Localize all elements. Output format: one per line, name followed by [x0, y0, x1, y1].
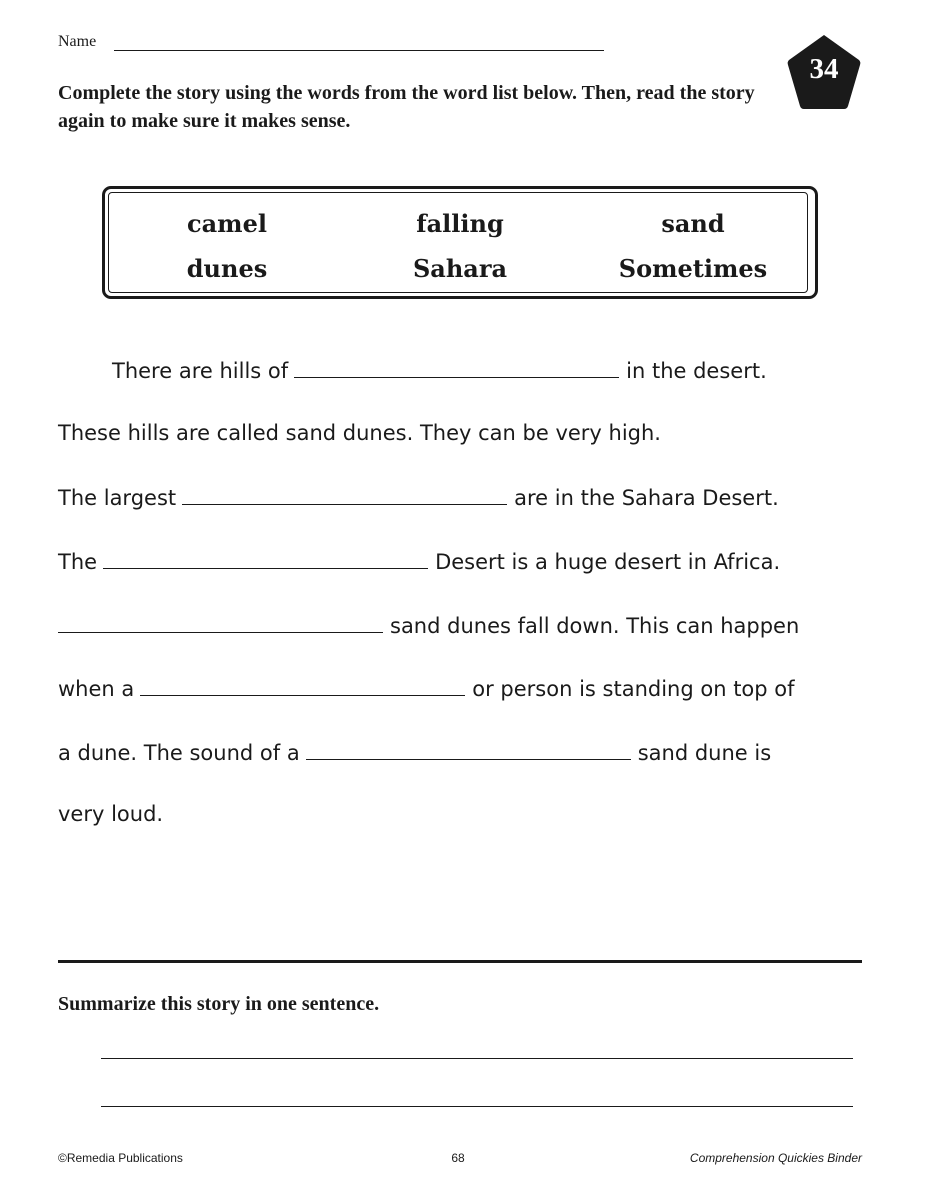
summary-prompt: Summarize this story in one sentence. [58, 993, 380, 1015]
footer-book-title: Comprehension Quickies Binder [689, 1151, 862, 1165]
story-line-6 [58, 673, 795, 703]
story-text: The largest [58, 486, 177, 510]
story-text: There are hills of [112, 359, 289, 383]
name-field[interactable] [114, 50, 604, 51]
story-text: when a [58, 677, 135, 701]
fill-in-blank[interactable] [182, 482, 507, 505]
story-text: a dune. The sound of a [58, 741, 300, 765]
fill-in-blank[interactable] [306, 737, 631, 760]
story-line-5 [58, 610, 799, 640]
story-line-4 [58, 546, 780, 576]
section-divider [58, 960, 862, 963]
story-text: very loud. [58, 802, 164, 826]
word-item: dunes [186, 254, 268, 283]
fill-in-blank[interactable] [140, 673, 465, 696]
name-label: Name [58, 33, 97, 50]
story-line-1 [112, 355, 767, 385]
story-line-2 [58, 419, 661, 447]
story-text: or person is standing on top of [472, 677, 795, 701]
fill-in-blank[interactable] [294, 355, 619, 378]
page-badge-number: 34 [809, 53, 839, 85]
footer-page-number: 68 [451, 1151, 465, 1165]
word-item: sand [661, 209, 725, 238]
story-text: Desert is a huge desert in Africa. [435, 550, 781, 574]
story-text: are in the Sahara Desert. [514, 486, 779, 510]
summary-answer-line[interactable] [101, 1106, 853, 1107]
fill-in-blank[interactable] [58, 610, 383, 633]
word-item: Sahara [412, 254, 508, 283]
story-text: These hills are called sand dunes. They can be very high. [58, 421, 661, 445]
story-text: sand dunes fall down. This can happen [390, 614, 800, 638]
word-item: Sometimes [618, 254, 768, 283]
word-item: camel [187, 209, 267, 238]
instructions: Complete the story using the words from the word list below. Then, read the story again to make sure it makes sense. [58, 82, 755, 132]
story-text: sand dune is [637, 741, 772, 765]
word-list-inner-border [108, 192, 808, 293]
footer-publisher: ©Remedia Publications [58, 1151, 183, 1165]
summary-answer-line[interactable] [101, 1058, 853, 1059]
story-line-3 [58, 482, 779, 512]
story-line-7 [58, 737, 771, 767]
story-text: The [58, 550, 98, 574]
story-text: in the desert. [626, 359, 767, 383]
fill-in-blank[interactable] [103, 546, 428, 569]
word-item: falling [416, 209, 504, 238]
story-line-8 [58, 800, 163, 828]
